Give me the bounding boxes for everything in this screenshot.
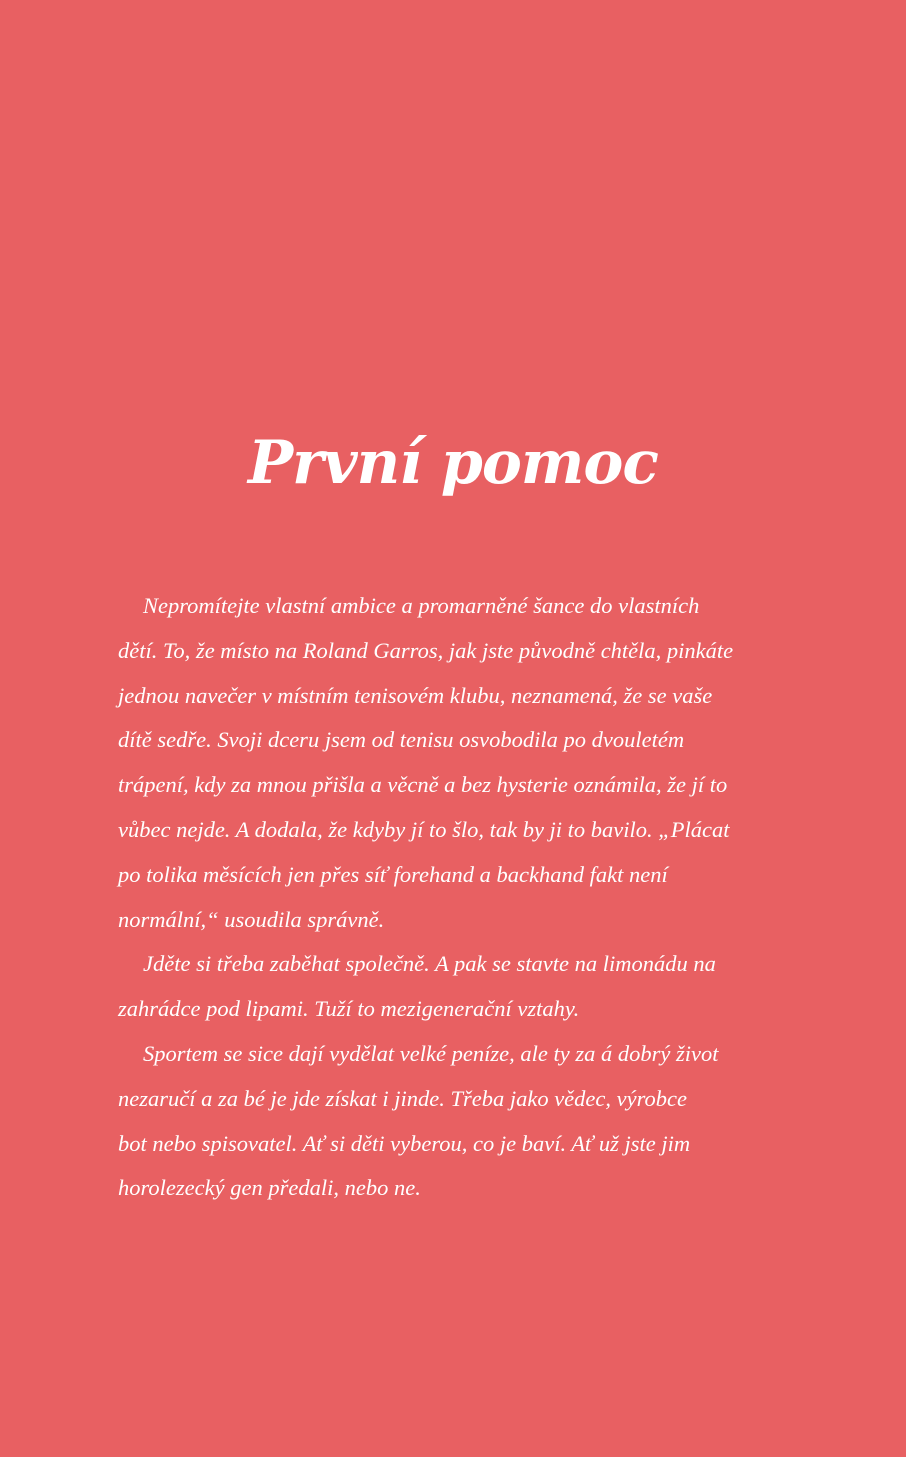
paragraph-3-line-4: horolezecký gen předali, nebo ne. <box>118 1175 421 1201</box>
paragraph-1-line-3: jednou navečer v místním tenisovém klubu, neznamená, že se vaše <box>118 682 713 708</box>
paragraph-3-line-2: nezaručí a za bé je jde získat i jinde. Třeba jako vědec, výrobce <box>118 1085 688 1111</box>
paragraph-1-line-2: dětí. To, že místo na Roland Garros, jak jste původně chtěla, pinkáte <box>118 637 734 663</box>
paragraph-1-line-4: dítě sedře. Svoji dceru jsem od tenisu osvobodila po dvouletém <box>118 727 685 753</box>
paragraph-1-line-5: trápení, kdy za mnou přišla a věcně a bez hysterie oznámila, že jí to <box>118 772 728 798</box>
paragraph-1-line-6: vůbec nejde. A dodala, že kdyby jí to šlo, tak by ji to bavilo. „Plácat <box>118 816 730 842</box>
paragraph-3-line-3: bot nebo spisovatel. Ať si děti vyberou, co je baví. Ať už jste jim <box>118 1130 691 1156</box>
paragraph-2-line-2: zahrádce pod lipami. Tuží to mezigenerační vztahy. <box>118 996 580 1022</box>
page-title: První pomoc <box>248 428 658 498</box>
paragraph-1-line-8: normální,“ usoudila správně. <box>118 906 385 932</box>
body-text <box>118 584 818 1211</box>
paragraph-2-line-1: Jděte si třeba zaběhat společně. A pak se stavte na limonádu na <box>143 951 716 977</box>
paragraph-1-line-7: po tolika měsících jen přes síť forehand a backhand fakt není <box>118 861 668 887</box>
paragraph-1-line-1: Nepromítejte vlastní ambice a promarněné šance do vlastních <box>143 593 700 618</box>
paragraph-3-line-1: Sportem se sice dají vydělat velké peníze, ale ty za á dobrý život <box>143 1040 719 1066</box>
